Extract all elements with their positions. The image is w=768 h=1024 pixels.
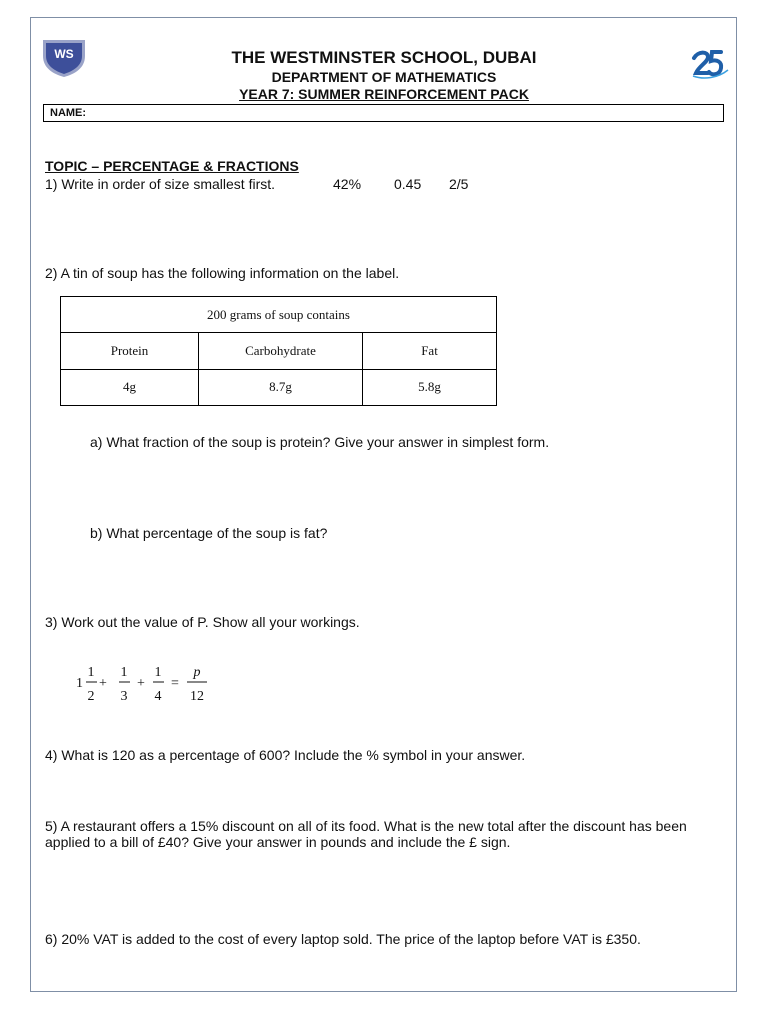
eq-num-2: 1	[120, 665, 128, 680]
question-3: 3) Work out the value of P. Show all your workings.	[45, 614, 360, 630]
table-value-carbohydrate: 8.7g	[199, 369, 363, 405]
eq-den-2: 3	[120, 689, 128, 704]
table-header-carbohydrate: Carbohydrate	[199, 333, 363, 369]
school-title: THE WESTMINSTER SCHOOL, DUBAI	[231, 48, 537, 67]
table-title: 200 grams of soup contains	[61, 297, 497, 333]
question-5: 5) A restaurant offers a 15% discount on all of its food. What is the new total after the discount has been applied to a bill of £40? Give your answer in pounds and include the £ sign.	[45, 818, 687, 850]
q1-value-1: 42%	[333, 176, 362, 192]
name-field[interactable]	[43, 104, 724, 122]
topic-heading: TOPIC – PERCENTAGE & FRACTIONS	[45, 158, 299, 174]
eq-num-1: 1	[87, 665, 95, 680]
eq-equals: =	[171, 676, 179, 691]
pack-title: YEAR 7: SUMMER REINFORCEMENT PACK	[239, 86, 529, 102]
eq-plus-1: +	[99, 676, 107, 691]
eq-result-den: 12	[190, 689, 204, 704]
table-header-protein: Protein	[61, 333, 199, 369]
table-value-protein: 4g	[61, 369, 199, 405]
nutrition-table	[60, 296, 497, 406]
name-label: NAME:	[50, 107, 87, 119]
question-4: 4) What is 120 as a percentage of 600? Include the % symbol in your answer.	[45, 747, 526, 763]
eq-result-num: p	[193, 665, 201, 680]
eq-den-1: 2	[87, 689, 95, 704]
table-value-fat: 5.8g	[363, 369, 497, 405]
eq-num-3: 1	[154, 665, 162, 680]
department-title: DEPARTMENT OF MATHEMATICS	[271, 69, 497, 85]
q1-value-3: 2/5	[449, 176, 469, 192]
q1-value-2: 0.45	[394, 176, 422, 192]
eq-plus-2: +	[137, 676, 145, 691]
question-6: 6) 20% VAT is added to the cost of every laptop sold. The price of the laptop before VAT is £350.	[45, 931, 641, 947]
question-2: 2) A tin of soup has the following information on the label.	[45, 265, 400, 281]
logo-text: WS	[54, 47, 74, 61]
question-2b: b) What percentage of the soup is fat?	[90, 525, 328, 541]
eq-whole: 1	[76, 676, 83, 691]
table-header-fat: Fat	[363, 333, 497, 369]
question-1: 1) Write in order of size smallest first.	[45, 176, 276, 192]
fraction-equation	[76, 660, 216, 706]
question-2a: a) What fraction of the soup is protein? Give your answer in simplest form.	[90, 434, 550, 450]
eq-den-3: 4	[154, 689, 162, 704]
